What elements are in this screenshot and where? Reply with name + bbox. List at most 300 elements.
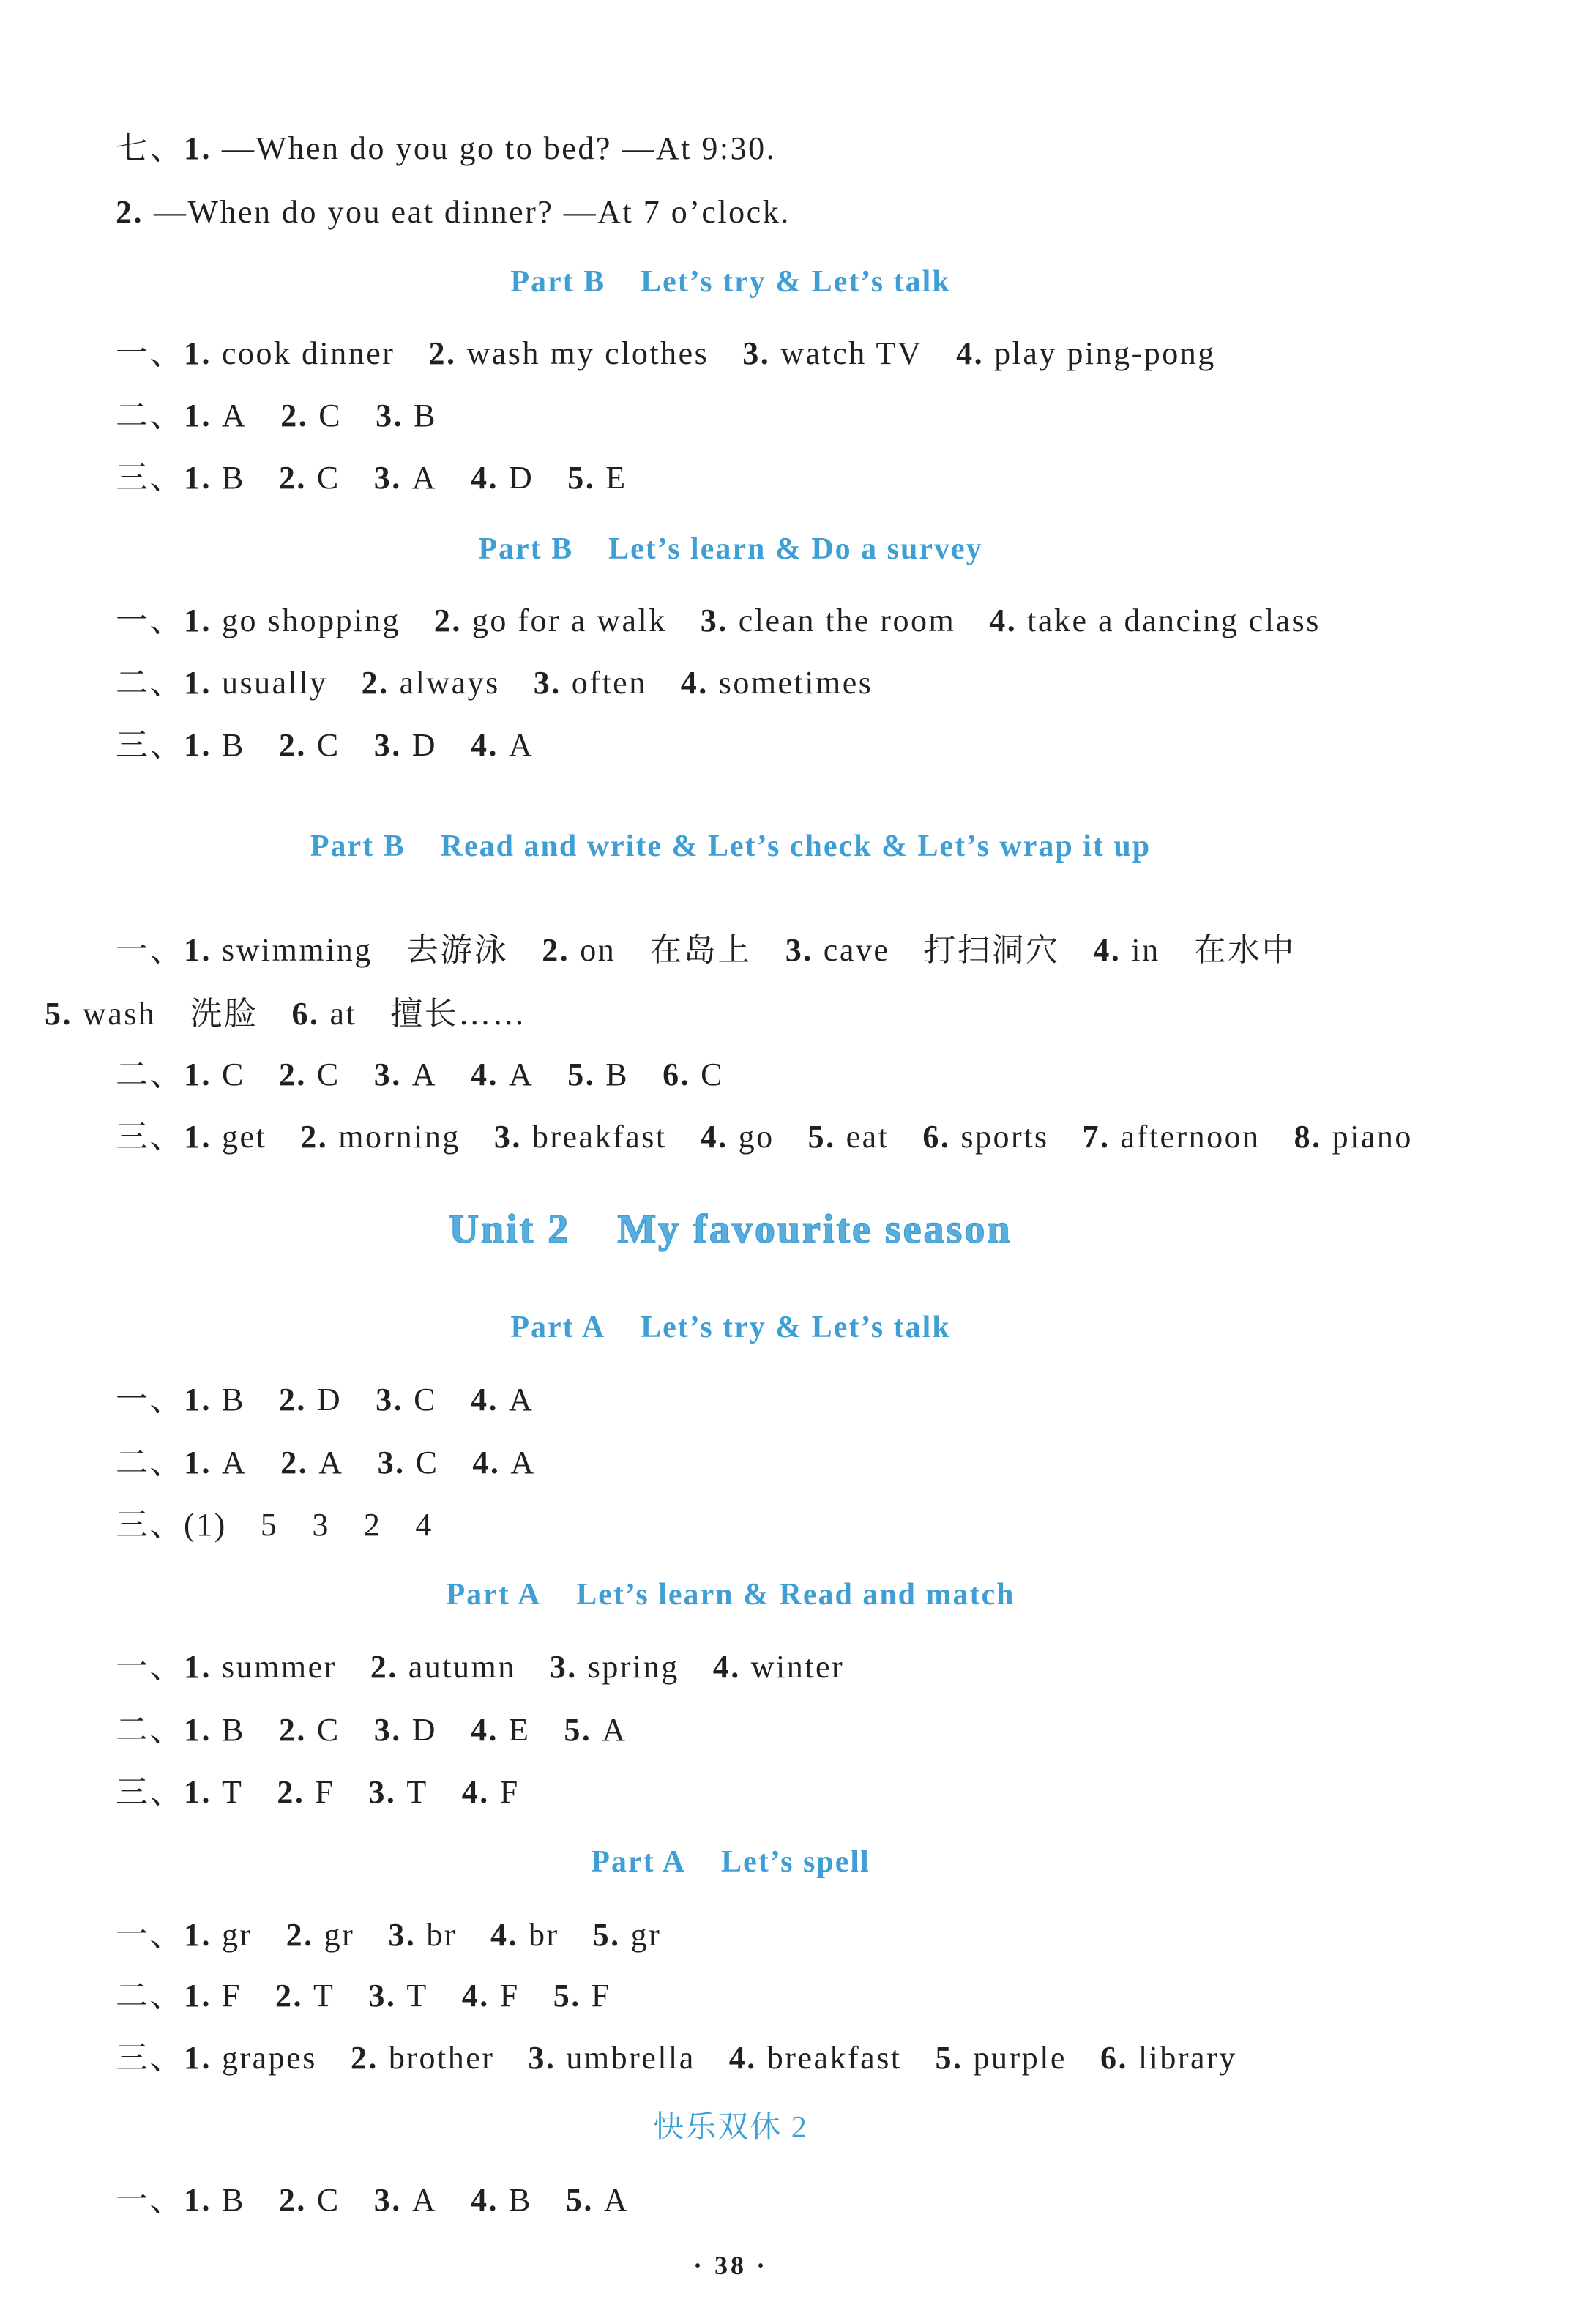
item-number: 4. bbox=[461, 1978, 490, 2014]
answer-item bbox=[184, 1051, 245, 1098]
item-number: 2. bbox=[300, 1119, 329, 1155]
section-title: Let’s learn & Do a survey bbox=[608, 532, 983, 566]
item-number: 5. bbox=[565, 2182, 594, 2218]
item-number: 2. bbox=[275, 1978, 303, 2014]
answer-item bbox=[374, 2177, 437, 2224]
answer-line bbox=[116, 927, 1296, 974]
item-number: 2. bbox=[370, 1649, 398, 1685]
item-number: 1. bbox=[184, 1057, 212, 1092]
item-number: 3. bbox=[388, 1917, 417, 1953]
item-answer: B bbox=[605, 1057, 630, 1092]
answer-item bbox=[462, 1769, 520, 1816]
answer-line bbox=[116, 597, 1321, 644]
item-answer: on bbox=[580, 932, 616, 968]
item-number: 3. bbox=[368, 1774, 397, 1810]
answer-item bbox=[116, 189, 791, 236]
answer-item bbox=[472, 1440, 535, 1486]
section-heading bbox=[0, 258, 1461, 305]
item-answer: go shopping bbox=[222, 603, 400, 638]
answer-item bbox=[471, 1707, 530, 1754]
item-answer: A bbox=[510, 1445, 536, 1481]
answer-item bbox=[184, 1973, 242, 2019]
item-answer: gr bbox=[324, 1917, 355, 1953]
item-number: 1. bbox=[184, 603, 212, 638]
answer-line bbox=[116, 392, 437, 439]
item-number: 3. bbox=[377, 1445, 406, 1481]
item-number: 3. bbox=[700, 603, 728, 638]
answer-item bbox=[808, 1114, 889, 1161]
item-answer: —When do you eat dinner? —At 7 o’clock. bbox=[154, 194, 791, 230]
item-number: 2. bbox=[350, 2040, 378, 2076]
answer-item bbox=[279, 1707, 340, 1754]
item-answer: take a dancing class bbox=[1027, 603, 1321, 638]
item-answer: cave bbox=[823, 932, 890, 968]
answer-item bbox=[184, 1502, 227, 1549]
item-number: 2. bbox=[278, 2182, 307, 2218]
item-answer: F bbox=[591, 1978, 611, 2014]
item-number: 3. bbox=[373, 1712, 402, 1748]
answer-item bbox=[567, 455, 627, 502]
section-title: Let’s learn & Read and match bbox=[576, 1578, 1015, 1612]
answer-item bbox=[279, 2177, 340, 2224]
answer-item bbox=[184, 1114, 266, 1161]
answer-item bbox=[261, 1502, 279, 1549]
item-number: 3. bbox=[493, 1119, 522, 1155]
item-answer: in bbox=[1131, 932, 1160, 968]
answer-item bbox=[368, 1973, 428, 2019]
item-answer: br bbox=[528, 1917, 559, 1953]
item-number: 5. bbox=[553, 1978, 581, 2014]
question-prefix: 一、 bbox=[116, 1649, 184, 1685]
answer-item bbox=[462, 1973, 520, 2019]
item-answer: C bbox=[318, 398, 343, 433]
question-prefix: 一、 bbox=[116, 335, 184, 371]
item-answer: library bbox=[1138, 2040, 1237, 2076]
answer-item bbox=[300, 1114, 460, 1161]
answer-item bbox=[534, 660, 647, 707]
item-number: 6. bbox=[663, 1057, 691, 1092]
item-chinese-meaning: 擅长…… bbox=[390, 996, 527, 1032]
answer-line bbox=[116, 1502, 433, 1549]
item-number: 3. bbox=[373, 1057, 402, 1092]
answer-item bbox=[280, 1440, 343, 1486]
item-number: 8. bbox=[1294, 1119, 1322, 1155]
answer-item bbox=[312, 1502, 330, 1549]
item-answer: B bbox=[509, 2182, 532, 2218]
item-number: 5. bbox=[567, 460, 596, 496]
item-answer: clean the room bbox=[738, 603, 956, 638]
item-number: 3. bbox=[533, 665, 561, 701]
item-answer: eat bbox=[846, 1119, 889, 1155]
item-answer: (1) bbox=[184, 1507, 227, 1543]
answer-item bbox=[415, 1502, 433, 1549]
answer-line bbox=[116, 1912, 661, 1959]
item-number: 6. bbox=[1100, 2040, 1128, 2076]
answer-item bbox=[936, 2035, 1067, 2082]
section-title: 快乐双休 2 bbox=[653, 2111, 808, 2145]
item-number: 4. bbox=[471, 1712, 499, 1748]
answer-line bbox=[116, 189, 791, 236]
answer-item bbox=[494, 1114, 667, 1161]
item-answer: play ping-pong bbox=[994, 335, 1216, 371]
item-answer: purple bbox=[973, 2040, 1067, 2076]
item-number: 1. bbox=[184, 1649, 212, 1685]
item-chinese-meaning: 洗脸 bbox=[190, 996, 258, 1032]
item-answer: 2 bbox=[363, 1507, 382, 1543]
item-number: 4. bbox=[472, 1445, 501, 1481]
item-answer: piano bbox=[1332, 1119, 1413, 1155]
answer-item bbox=[729, 2035, 902, 2082]
section-title: Let’s try & Let’s talk bbox=[641, 265, 951, 299]
item-answer: wash my clothes bbox=[466, 335, 709, 371]
item-number: 6. bbox=[291, 996, 320, 1032]
section-heading bbox=[0, 526, 1461, 573]
answer-item bbox=[471, 455, 534, 502]
item-answer: B bbox=[414, 398, 437, 433]
answer-item bbox=[553, 1973, 611, 2019]
item-answer: —When do you go to bed? —At 9:30. bbox=[222, 130, 777, 166]
answer-item bbox=[490, 1912, 559, 1959]
item-number: 2. bbox=[280, 1445, 309, 1481]
answer-item bbox=[291, 991, 526, 1038]
item-number: 4. bbox=[956, 335, 985, 371]
answer-item bbox=[1083, 1114, 1261, 1161]
section-heading bbox=[0, 823, 1461, 870]
answer-item bbox=[376, 1377, 437, 1423]
item-answer: C bbox=[415, 1445, 439, 1481]
item-answer: get bbox=[222, 1119, 267, 1155]
item-answer: D bbox=[509, 460, 534, 496]
item-answer: A bbox=[222, 1445, 247, 1481]
item-answer: B bbox=[222, 1382, 245, 1418]
answer-item bbox=[184, 2177, 245, 2224]
item-number: 1. bbox=[184, 130, 212, 166]
answer-item bbox=[45, 991, 258, 1038]
item-number: 4. bbox=[680, 665, 709, 701]
answer-item bbox=[184, 455, 245, 502]
answer-item bbox=[184, 1769, 243, 1816]
section-title: Let’s try & Let’s talk bbox=[641, 1311, 951, 1344]
item-answer: A bbox=[603, 2182, 630, 2218]
item-number: 2. bbox=[278, 1057, 307, 1092]
answer-item bbox=[374, 1051, 437, 1098]
item-answer: A bbox=[318, 1445, 344, 1481]
answer-item bbox=[1100, 2035, 1237, 2082]
answer-item bbox=[989, 597, 1321, 644]
answer-item bbox=[184, 660, 328, 707]
item-answer: at bbox=[329, 996, 357, 1032]
question-prefix: 二、 bbox=[116, 1712, 184, 1748]
section-heading bbox=[0, 1571, 1461, 1618]
item-answer: A bbox=[509, 1057, 534, 1092]
item-answer: often bbox=[571, 665, 647, 701]
section-part-label: Part A bbox=[591, 1845, 687, 1879]
item-answer: sports bbox=[960, 1119, 1049, 1155]
item-answer: T bbox=[222, 1774, 244, 1810]
item-answer: B bbox=[222, 460, 245, 496]
answer-item bbox=[1093, 927, 1296, 974]
answer-item bbox=[184, 330, 395, 377]
item-answer: sometimes bbox=[718, 665, 873, 701]
item-answer: usually bbox=[222, 665, 328, 701]
answer-item bbox=[184, 1377, 245, 1423]
item-number: 2. bbox=[433, 603, 462, 638]
item-number: 2. bbox=[280, 398, 309, 433]
item-number: 1. bbox=[184, 1917, 212, 1953]
answer-item bbox=[428, 330, 709, 377]
answer-item bbox=[374, 1707, 437, 1754]
item-answer: 5 bbox=[260, 1507, 279, 1543]
answer-item bbox=[567, 1051, 629, 1098]
item-number: 1. bbox=[184, 1712, 212, 1748]
item-answer: C bbox=[222, 1057, 245, 1092]
item-number: 4. bbox=[712, 1649, 741, 1685]
item-number: 4. bbox=[471, 460, 499, 496]
item-answer: A bbox=[411, 1057, 437, 1092]
answer-item bbox=[593, 1912, 662, 1959]
question-prefix: 一、 bbox=[116, 1382, 184, 1418]
answer-line bbox=[116, 722, 534, 769]
item-number: 2. bbox=[116, 194, 143, 230]
section-title: Let’s spell bbox=[721, 1845, 870, 1879]
answer-line bbox=[116, 1644, 844, 1691]
answer-item bbox=[184, 1440, 247, 1486]
item-answer: always bbox=[399, 665, 500, 701]
answer-item bbox=[184, 1644, 337, 1691]
item-number: 3. bbox=[742, 335, 771, 371]
item-number: 4. bbox=[1093, 932, 1122, 968]
item-answer: F bbox=[499, 1774, 520, 1810]
question-prefix: 二、 bbox=[116, 398, 184, 433]
item-number: 5. bbox=[592, 1917, 621, 1953]
item-answer: go bbox=[738, 1119, 775, 1155]
answer-item bbox=[368, 1769, 428, 1816]
item-answer: summer bbox=[222, 1649, 337, 1685]
item-number: 2. bbox=[277, 1774, 305, 1810]
answer-item bbox=[279, 1377, 342, 1423]
section-part-label: Part B bbox=[478, 532, 574, 566]
question-prefix: 三、 bbox=[116, 2040, 184, 2076]
item-answer: B bbox=[222, 727, 245, 763]
answer-item bbox=[184, 597, 400, 644]
item-number: 6. bbox=[922, 1119, 951, 1155]
item-number: 4. bbox=[471, 1382, 499, 1418]
item-number: 4. bbox=[728, 2040, 757, 2076]
item-answer: A bbox=[509, 727, 534, 763]
answer-item bbox=[663, 1051, 724, 1098]
item-number: 1. bbox=[184, 2182, 212, 2218]
item-number: 3. bbox=[373, 2182, 402, 2218]
answer-line bbox=[116, 125, 776, 172]
answer-item bbox=[364, 1502, 382, 1549]
item-answer: F bbox=[222, 1978, 242, 2014]
item-chinese-meaning: 在岛上 bbox=[649, 932, 752, 968]
item-answer: T bbox=[313, 1978, 335, 2014]
item-number: 2. bbox=[542, 932, 570, 968]
item-number: 3. bbox=[528, 2040, 556, 2076]
item-number: 1. bbox=[184, 1978, 212, 2014]
answer-item bbox=[374, 722, 437, 769]
item-number: 5. bbox=[807, 1119, 836, 1155]
answer-item bbox=[713, 1644, 844, 1691]
item-number: 3. bbox=[373, 727, 402, 763]
item-answer: C bbox=[701, 1057, 724, 1092]
item-number: 7. bbox=[1082, 1119, 1111, 1155]
item-number: 3. bbox=[373, 460, 402, 496]
section-part-label: Part A bbox=[446, 1578, 542, 1612]
unit-label: Unit 2 bbox=[449, 1207, 571, 1252]
item-chinese-meaning: 打扫洞穴 bbox=[923, 932, 1060, 968]
answer-line bbox=[116, 660, 873, 707]
item-answer: A bbox=[411, 460, 437, 496]
question-prefix: 三、 bbox=[116, 1507, 184, 1543]
item-number: 2. bbox=[361, 665, 389, 701]
answer-item bbox=[275, 1973, 335, 2019]
answer-item bbox=[279, 1051, 340, 1098]
answer-line bbox=[116, 2035, 1237, 2082]
item-number: 5. bbox=[45, 996, 72, 1032]
item-answer: C bbox=[316, 1057, 340, 1092]
question-prefix: 二、 bbox=[116, 1978, 184, 2014]
item-number: 4. bbox=[471, 2182, 499, 2218]
answer-item bbox=[374, 455, 437, 502]
question-prefix: 三、 bbox=[116, 460, 184, 496]
item-answer: spring bbox=[587, 1649, 679, 1685]
answer-item bbox=[566, 2177, 629, 2224]
item-number: 2. bbox=[278, 460, 307, 496]
item-number: 5. bbox=[564, 1712, 592, 1748]
item-number: 3. bbox=[368, 1978, 397, 2014]
item-number: 4. bbox=[461, 1774, 490, 1810]
question-prefix: 一、 bbox=[116, 1917, 184, 1953]
answer-item bbox=[388, 1912, 457, 1959]
answer-item bbox=[378, 1440, 439, 1486]
item-answer: br bbox=[426, 1917, 457, 1953]
answer-item bbox=[184, 722, 245, 769]
answer-item bbox=[280, 392, 342, 439]
item-answer: T bbox=[406, 1978, 428, 2014]
item-number: 4. bbox=[471, 727, 499, 763]
answer-item bbox=[564, 1707, 627, 1754]
question-prefix: 一、 bbox=[116, 932, 184, 968]
item-number: 3. bbox=[376, 398, 404, 433]
answer-item bbox=[1294, 1114, 1413, 1161]
item-number: 2. bbox=[286, 1917, 314, 1953]
item-number: 1. bbox=[184, 727, 212, 763]
item-number: 2. bbox=[278, 727, 307, 763]
item-number: 2. bbox=[428, 335, 457, 371]
answer-line bbox=[116, 2177, 629, 2224]
item-answer: T bbox=[406, 1774, 428, 1810]
item-answer: watch TV bbox=[780, 335, 923, 371]
item-answer: C bbox=[414, 1382, 437, 1418]
section-heading bbox=[0, 1839, 1461, 1885]
item-answer: F bbox=[315, 1774, 335, 1810]
answer-item bbox=[370, 1644, 516, 1691]
answer-item bbox=[351, 2035, 495, 2082]
answer-item bbox=[184, 125, 776, 172]
question-prefix: 一、 bbox=[116, 603, 184, 638]
item-answer: breakfast bbox=[531, 1119, 667, 1155]
item-answer: umbrella bbox=[566, 2040, 695, 2076]
answer-line bbox=[116, 1440, 536, 1486]
answer-item bbox=[471, 1377, 534, 1423]
item-number: 1. bbox=[184, 335, 212, 371]
item-answer: B bbox=[222, 2182, 245, 2218]
item-answer: swimming bbox=[222, 932, 373, 968]
item-answer: A bbox=[509, 1382, 534, 1418]
answer-item bbox=[922, 1114, 1048, 1161]
item-answer: brother bbox=[388, 2040, 495, 2076]
answer-line bbox=[116, 1973, 611, 2019]
item-answer: C bbox=[316, 460, 340, 496]
item-answer: C bbox=[316, 2182, 340, 2218]
item-answer: E bbox=[605, 460, 627, 496]
answer-item bbox=[184, 927, 508, 974]
answer-item bbox=[550, 1644, 679, 1691]
item-number: 3. bbox=[785, 932, 813, 968]
question-prefix: 二、 bbox=[116, 1057, 184, 1092]
answer-line bbox=[116, 1707, 627, 1754]
answer-item bbox=[362, 660, 500, 707]
item-chinese-meaning: 去游泳 bbox=[406, 932, 509, 968]
item-answer: morning bbox=[338, 1119, 460, 1155]
answer-item bbox=[434, 597, 667, 644]
answer-line bbox=[116, 1051, 724, 1098]
item-number: 4. bbox=[989, 603, 1018, 638]
answer-item bbox=[286, 1912, 355, 1959]
page-number: · 38 · bbox=[693, 2251, 768, 2280]
item-answer: grapes bbox=[222, 2040, 317, 2076]
answer-item bbox=[376, 392, 437, 439]
answer-item bbox=[471, 722, 534, 769]
section-heading bbox=[0, 2104, 1461, 2151]
item-number: 1. bbox=[184, 2040, 212, 2076]
answer-item bbox=[701, 597, 955, 644]
answer-item bbox=[184, 392, 247, 439]
item-answer: E bbox=[509, 1712, 531, 1748]
answer-item bbox=[184, 1912, 253, 1959]
section-part-label: Part B bbox=[310, 830, 406, 863]
answer-item bbox=[786, 927, 1060, 974]
unit-title: My favourite season bbox=[617, 1207, 1012, 1252]
item-answer: A bbox=[411, 2182, 437, 2218]
item-number: 1. bbox=[184, 1119, 212, 1155]
answer-item bbox=[279, 722, 340, 769]
item-number: 1. bbox=[184, 460, 212, 496]
answer-line bbox=[116, 1114, 1413, 1161]
item-number: 3. bbox=[549, 1649, 578, 1685]
item-number: 1. bbox=[184, 665, 212, 701]
item-answer: F bbox=[499, 1978, 520, 2014]
item-answer: gr bbox=[630, 1917, 662, 1953]
question-prefix: 二、 bbox=[116, 1445, 184, 1481]
question-prefix: 一、 bbox=[116, 2182, 184, 2218]
item-answer: D bbox=[411, 1712, 437, 1748]
item-answer: C bbox=[316, 727, 340, 763]
section-part-label: Part B bbox=[510, 265, 606, 299]
answer-line bbox=[116, 1769, 520, 1816]
item-number: 5. bbox=[935, 2040, 963, 2076]
item-number: 1. bbox=[184, 398, 212, 433]
item-answer: wash bbox=[83, 996, 157, 1032]
section-heading bbox=[0, 1304, 1461, 1351]
answer-line bbox=[45, 991, 526, 1038]
item-answer: 3 bbox=[312, 1507, 330, 1543]
item-number: 2. bbox=[278, 1382, 307, 1418]
item-answer: afternoon bbox=[1120, 1119, 1261, 1155]
question-prefix: 二、 bbox=[116, 665, 184, 701]
